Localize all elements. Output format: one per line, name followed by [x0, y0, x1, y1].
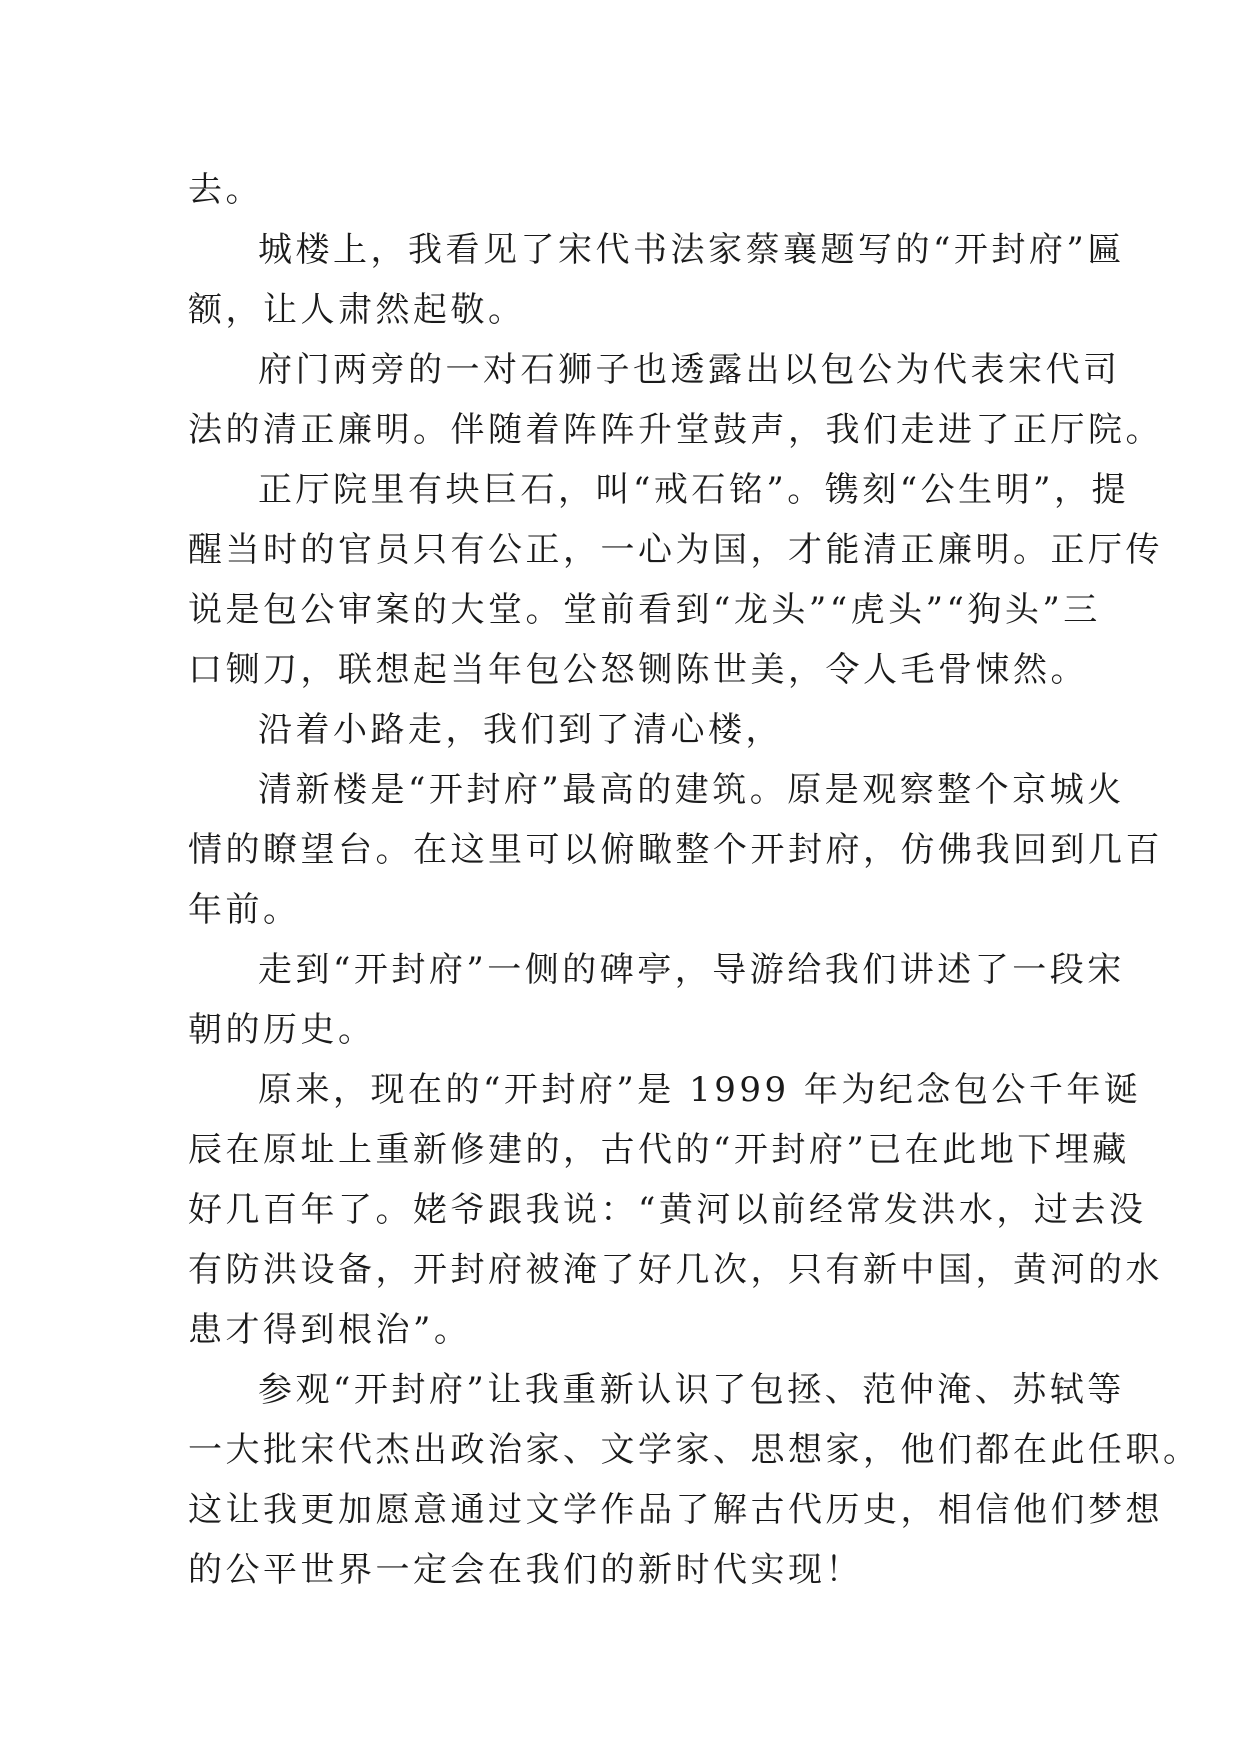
text-line: 法的清正廉明。伴随着阵阵升堂鼓声，我们走进了正厅院。	[188, 410, 1163, 450]
text-line: 去。	[188, 170, 263, 210]
text-line: 情的瞭望台。在这里可以俯瞰整个开封府，仿佛我回到几百	[188, 830, 1163, 870]
text-line: 的公平世界一定会在我们的新时代实现！	[188, 1550, 863, 1590]
text-line: 额，让人肃然起敬。	[188, 290, 526, 330]
text-line: 这让我更加愿意通过文学作品了解古代历史，相信他们梦想	[188, 1490, 1163, 1530]
text-line: 口铡刀，联想起当年包公怒铡陈世美，令人毛骨悚然。	[188, 650, 1088, 690]
text-line: 清新楼是“开封府”最高的建筑。原是观察整个京城火	[258, 770, 1125, 810]
essay-body	[188, 160, 1201, 1600]
text-line: 醒当时的官员只有公正，一心为国，才能清正廉明。正厅传	[188, 530, 1163, 570]
text-line: 辰在原址上重新修建的，古代的“开封府”已在此地下埋藏	[188, 1130, 1130, 1170]
text-line: 原来，现在的“开封府”是 1999 年为纪念包公千年诞	[258, 1070, 1142, 1110]
text-line: 好几百年了。姥爷跟我说：“黄河以前经常发洪水，过去没	[188, 1190, 1147, 1230]
text-line: 城楼上，我看见了宋代书法家蔡襄题写的“开封府”匾	[258, 230, 1125, 270]
text-line: 府门两旁的一对石狮子也透露出以包公为代表宋代司	[258, 350, 1121, 390]
text-line: 说是包公审案的大堂。堂前看到“龙头”“虎头”“狗头”三	[188, 590, 1101, 630]
text-line: 沿着小路走，我们到了清心楼，	[258, 710, 783, 750]
text-line: 有防洪设备，开封府被淹了好几次，只有新中国，黄河的水	[188, 1250, 1163, 1290]
text-line: 朝的历史。	[188, 1010, 376, 1050]
text-line: 走到“开封府”一侧的碑亭，导游给我们讲述了一段宋	[258, 950, 1125, 990]
text-line: 年前。	[188, 890, 301, 930]
text-line: 正厅院里有块巨石，叫“戒石铭”。镌刻“公生明”，提	[258, 470, 1130, 510]
text-line: 患才得到根治”。	[188, 1310, 472, 1350]
text-line: 一大批宋代杰出政治家、文学家、思想家，他们都在此任职。	[188, 1430, 1201, 1470]
text-line: 参观“开封府”让我重新认识了包拯、范仲淹、苏轼等	[258, 1370, 1125, 1410]
